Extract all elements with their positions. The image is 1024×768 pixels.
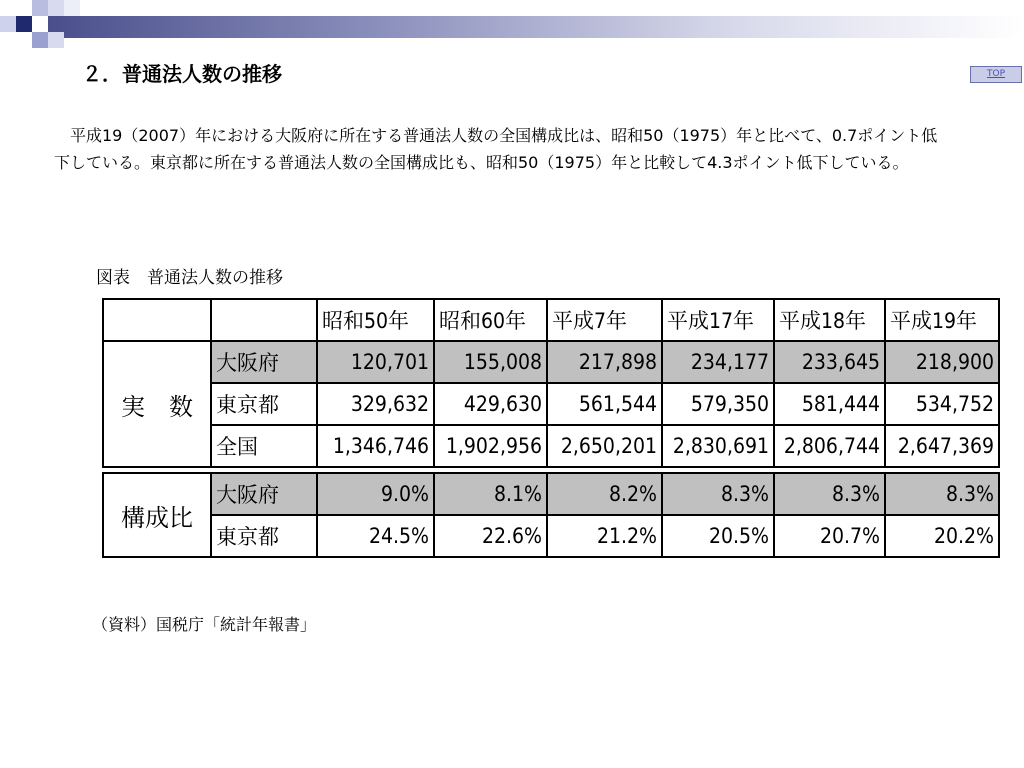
- table-cell: 21.2%: [547, 515, 662, 557]
- column-header: 昭和50年: [317, 299, 434, 341]
- table-row: [103, 425, 999, 467]
- table-cell: 24.5%: [317, 515, 434, 557]
- table-cell: 2,647,369: [885, 425, 999, 467]
- deco-square: [0, 16, 16, 32]
- table-cell: 1,346,746: [317, 425, 434, 467]
- summary-paragraph: 平成19（2007）年における大阪府に所在する普通法人数の全国構成比は、昭和50（1975）年と比べて、0.7ポイント低下している。東京都に所在する普通法人数の全国構成比も、昭和50（1975）年と比較して4.3ポイント低下している。: [54, 126, 938, 172]
- table-cell: 2,830,691: [662, 425, 774, 467]
- deco-square: [32, 0, 48, 16]
- region-label: 大阪府: [211, 341, 317, 383]
- table-row: [103, 341, 999, 383]
- corporation-count-table: [102, 298, 1000, 558]
- table-cell: 120,701: [317, 341, 434, 383]
- table-cell: 155,008: [434, 341, 547, 383]
- table-cell: 8.1%: [434, 473, 547, 515]
- table-row: [103, 515, 999, 557]
- table-cell: 561,544: [547, 383, 662, 425]
- column-header: 平成7年: [547, 299, 662, 341]
- region-label: 全国: [211, 425, 317, 467]
- table-cell: 534,752: [885, 383, 999, 425]
- source-note: （資料）国税庁「統計年報書」: [92, 615, 317, 634]
- page-title: ２．普通法人数の推移: [82, 62, 282, 86]
- header-gradient-bar: [48, 16, 1024, 38]
- table-cell: 217,898: [547, 341, 662, 383]
- deco-square: [48, 0, 64, 16]
- table-cell: 8.2%: [547, 473, 662, 515]
- count-section-label: 実 数: [103, 341, 211, 467]
- deco-square: [64, 0, 80, 16]
- column-header: 昭和60年: [434, 299, 547, 341]
- table-cell: 429,630: [434, 383, 547, 425]
- table-cell: 579,350: [662, 383, 774, 425]
- top-link-button[interactable]: TOP: [970, 66, 1022, 83]
- region-label: 東京都: [211, 515, 317, 557]
- column-header: 平成19年: [885, 299, 999, 341]
- deco-square: [16, 16, 32, 32]
- column-header: 平成18年: [774, 299, 885, 341]
- table-cell: 2,806,744: [774, 425, 885, 467]
- table-cell: 1,902,956: [434, 425, 547, 467]
- table-cell: 234,177: [662, 341, 774, 383]
- region-label: 大阪府: [211, 473, 317, 515]
- table-cell: 8.3%: [885, 473, 999, 515]
- header-decoration: [0, 0, 1024, 64]
- table-cell: 329,632: [317, 383, 434, 425]
- table-cell: 22.6%: [434, 515, 547, 557]
- table-cell: 233,645: [774, 341, 885, 383]
- column-header: 平成17年: [662, 299, 774, 341]
- table-cell: 20.2%: [885, 515, 999, 557]
- table-cell: 20.7%: [774, 515, 885, 557]
- table-cell: 9.0%: [317, 473, 434, 515]
- table-cell: 8.3%: [662, 473, 774, 515]
- table-cell: 2,650,201: [547, 425, 662, 467]
- share-section-label: 構成比: [103, 473, 211, 557]
- table-row: [103, 383, 999, 425]
- header-empty-cell: [211, 299, 317, 341]
- figure-caption: 図表 普通法人数の推移: [96, 268, 283, 288]
- table-cell: 581,444: [774, 383, 885, 425]
- table-cell: 20.5%: [662, 515, 774, 557]
- table-cell: 218,900: [885, 341, 999, 383]
- table-header-row: [103, 299, 999, 341]
- region-label: 東京都: [211, 383, 317, 425]
- deco-square: [32, 32, 48, 48]
- deco-square: [48, 32, 64, 48]
- table-cell: 8.3%: [774, 473, 885, 515]
- table-row: [103, 473, 999, 515]
- header-empty-cell: [103, 299, 211, 341]
